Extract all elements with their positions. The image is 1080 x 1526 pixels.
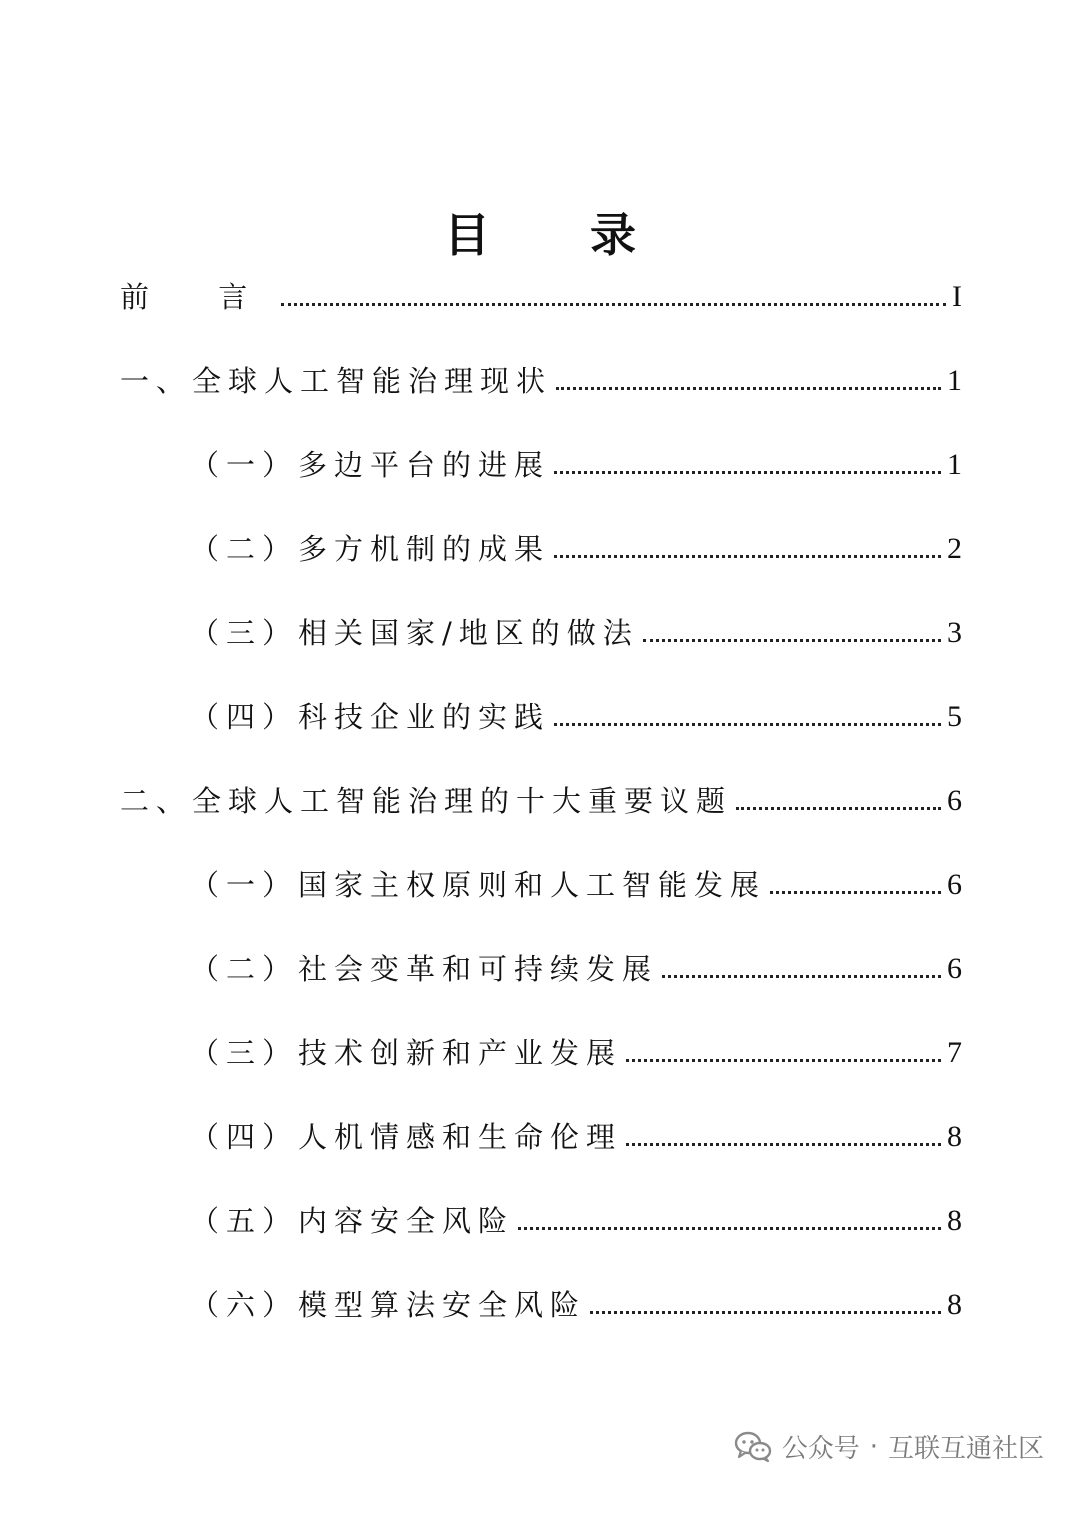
dot-leader bbox=[643, 639, 941, 642]
toc-entry-label: （二）多方机制的成果 bbox=[190, 532, 551, 566]
toc-page-number: 8 bbox=[947, 1120, 962, 1153]
toc-entry-2-2[interactable] bbox=[190, 937, 962, 987]
toc-entry-1-1[interactable] bbox=[190, 433, 962, 483]
watermark-separator: · bbox=[869, 1431, 878, 1462]
dot-leader bbox=[554, 723, 941, 726]
toc-entry-label: （五）内容安全风险 bbox=[190, 1204, 515, 1238]
toc-page-number: 8 bbox=[947, 1288, 962, 1321]
toc-page-number: 7 bbox=[947, 1036, 962, 1069]
toc-entry-2-3[interactable] bbox=[190, 1021, 962, 1071]
toc-page-number: 1 bbox=[947, 448, 962, 481]
dot-leader bbox=[662, 975, 941, 978]
wechat-icon bbox=[734, 1431, 772, 1463]
toc-page-number: 8 bbox=[947, 1204, 962, 1237]
page-title: 目 录 bbox=[443, 208, 678, 262]
toc-page-number: 6 bbox=[947, 784, 962, 817]
dot-leader bbox=[626, 1143, 941, 1146]
toc-entry-1-4[interactable] bbox=[190, 685, 962, 735]
source-watermark bbox=[734, 1428, 1044, 1465]
toc-page-number: I bbox=[952, 280, 962, 313]
toc-entry-2-5[interactable] bbox=[190, 1189, 962, 1239]
dot-leader bbox=[556, 387, 941, 390]
toc-entry-label: （四）人机情感和生命伦理 bbox=[190, 1120, 623, 1154]
toc-entry-1-3[interactable] bbox=[190, 601, 962, 651]
toc-page-number: 3 bbox=[947, 616, 962, 649]
dot-leader bbox=[626, 1059, 941, 1062]
toc-entry-2-6[interactable] bbox=[190, 1273, 962, 1323]
dot-leader bbox=[281, 303, 946, 306]
toc-entry-label: （一）多边平台的进展 bbox=[190, 448, 551, 482]
watermark-prefix: 公众号 bbox=[781, 1434, 860, 1464]
toc-entry-2-1[interactable] bbox=[190, 853, 962, 903]
toc-entry-label: 前 言 bbox=[120, 280, 278, 314]
dot-leader bbox=[770, 891, 941, 894]
dot-leader bbox=[518, 1227, 941, 1230]
dot-leader bbox=[554, 471, 941, 474]
toc-entry-2-4[interactable] bbox=[190, 1105, 962, 1155]
toc-entry-1-2[interactable] bbox=[190, 517, 962, 567]
toc-page-number: 6 bbox=[947, 868, 962, 901]
toc-entry-label: 一、全球人工智能治理现状 bbox=[120, 364, 553, 398]
dot-leader bbox=[590, 1311, 941, 1314]
toc-entry-section-1[interactable] bbox=[120, 349, 962, 399]
toc-page-number: 5 bbox=[947, 700, 962, 733]
dot-leader bbox=[554, 555, 941, 558]
dot-leader bbox=[736, 807, 941, 810]
toc-entry-preface[interactable] bbox=[120, 265, 962, 315]
toc-entry-section-2[interactable] bbox=[120, 769, 962, 819]
toc-entry-label: 二、全球人工智能治理的十大重要议题 bbox=[120, 784, 733, 818]
toc-entry-label: （二）社会变革和可持续发展 bbox=[190, 952, 659, 986]
toc-page-number: 1 bbox=[947, 364, 962, 397]
toc-entry-label: （一）国家主权原则和人工智能发展 bbox=[190, 868, 767, 902]
watermark-account: 互联互通社区 bbox=[887, 1434, 1044, 1464]
toc-page-number: 6 bbox=[947, 952, 962, 985]
toc-entry-label: （三）技术创新和产业发展 bbox=[190, 1036, 623, 1070]
toc-page-number: 2 bbox=[947, 532, 962, 565]
toc-entry-label: （六）模型算法安全风险 bbox=[190, 1288, 587, 1322]
toc-entry-label: （三）相关国家/地区的做法 bbox=[190, 616, 639, 650]
toc-entry-label: （四）科技企业的实践 bbox=[190, 700, 551, 734]
